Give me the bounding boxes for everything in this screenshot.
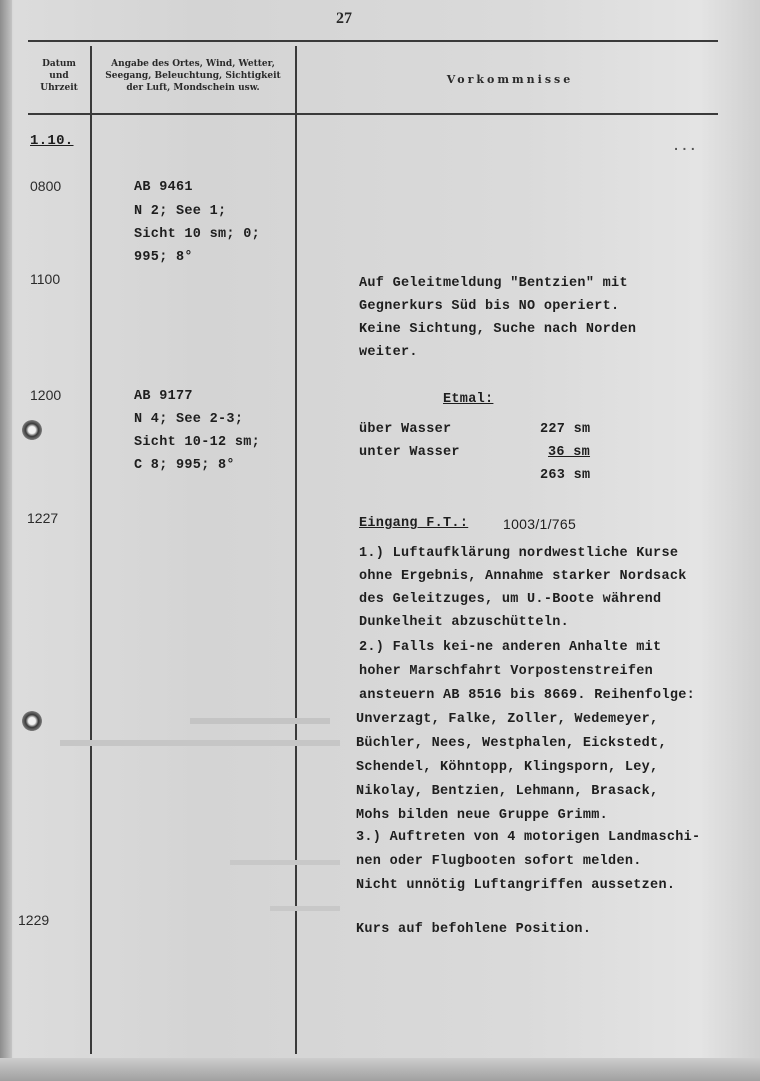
scan-shadow-left (0, 0, 12, 1081)
header-events: Vorkommnisse (446, 73, 574, 86)
column-divider-2 (295, 46, 297, 1054)
etmal-label: unter Wasser (359, 445, 460, 460)
position-line: N 2; See 1; (134, 204, 227, 219)
event-line: Kurs auf befohlene Position. (356, 922, 592, 937)
header-bottom-rule (28, 113, 718, 115)
radio-message-heading: Eingang F.T.: (359, 516, 469, 531)
position-line: Sicht 10-12 sm; (134, 435, 261, 450)
message-line: 3.) Auftreten von 4 motorigen Landmaschi- (356, 830, 701, 845)
bleed-through-smudge (190, 718, 330, 724)
message-line: Unverzagt, Falke, Zoller, Wedemeyer, (356, 712, 659, 727)
position-line: N 4; See 2-3; (134, 412, 244, 427)
punch-hole-mark (22, 711, 42, 731)
time-1229: 1229 (18, 912, 50, 928)
bleed-through-smudge (60, 740, 340, 746)
radio-message-ref: 1003/1/765 (503, 516, 577, 532)
time-1200: 1200 (30, 387, 62, 403)
event-line: Auf Geleitmeldung "Bentzien" mit (359, 276, 628, 291)
message-line: Schendel, Köhntopp, Klingsporn, Ley, (356, 760, 659, 775)
event-line: weiter. (359, 345, 418, 360)
position-line: 995; 8° (134, 250, 193, 265)
header-location-weather: Angabe des Ortes, Wind, Wetter, Seegang, Beleuchtung, Sichtigkeit der Luft, Mondschein usw. (105, 59, 281, 93)
message-line: 2.) Falls kei-ne anderen Anhalte mit (359, 640, 662, 655)
message-line: hoher Marschfahrt Vorpostenstreifen (359, 664, 654, 679)
column-divider-1 (90, 46, 92, 1054)
event-line: Gegnerkurs Süd bis NO operiert. (359, 299, 620, 314)
time-1227: 1227 (27, 510, 59, 526)
message-line: Dunkelheit abzuschütteln. (359, 615, 570, 630)
time-1100: 1100 (30, 271, 61, 287)
page-number: 27 (336, 10, 352, 27)
bleed-through-smudge (270, 906, 340, 911)
etmal-total: 263 sm (540, 468, 591, 483)
message-line: Nikolay, Bentzien, Lehmann, Brasack, (356, 784, 659, 799)
time-0800: 0800 (30, 178, 62, 194)
header-top-rule (28, 40, 718, 42)
message-line: ansteuern AB 8516 bis 8669. Reihenfolge: (359, 688, 696, 703)
message-line: Büchler, Nees, Westphalen, Eickstedt, (356, 736, 667, 751)
message-line: Nicht unnötig Luftangriffen aussetzen. (356, 878, 676, 893)
event-line: Keine Sichtung, Suche nach Norden (359, 322, 637, 337)
etmal-value: 227 sm (540, 422, 591, 437)
message-line: nen oder Flugbooten sofort melden. (356, 854, 642, 869)
position-line: C 8; 995; 8° (134, 458, 235, 473)
top-right-mark: ... (672, 140, 698, 155)
message-line: Mohs bilden neue Gruppe Grimm. (356, 808, 609, 823)
bleed-through-smudge (230, 860, 340, 865)
etmal-label: über Wasser (359, 422, 452, 437)
position-line: AB 9177 (134, 389, 193, 404)
header-date-time: Datum und Uhrzeit (40, 59, 78, 93)
position-line: Sicht 10 sm; 0; (134, 227, 261, 242)
scan-shadow-bottom (0, 1058, 760, 1081)
message-line: ohne Ergebnis, Annahme starker Nordsack (359, 569, 687, 584)
position-line: AB 9461 (134, 180, 193, 195)
date-label: 1.10. (30, 133, 74, 149)
etmal-title: Etmal: (443, 392, 494, 407)
etmal-value: 36 sm (548, 445, 591, 460)
message-line: des Geleitzuges, um U.-Boote während (359, 592, 662, 607)
punch-hole-mark (22, 420, 42, 440)
message-line: 1.) Luftaufklärung nordwestliche Kurse (359, 546, 679, 561)
